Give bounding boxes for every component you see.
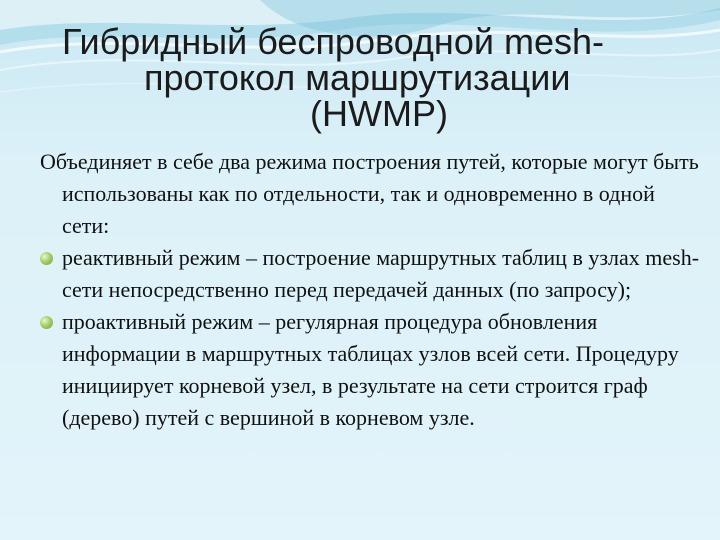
bullet-item-proactive: [40, 306, 700, 434]
bullet-item-reactive: [40, 242, 700, 306]
slide-title: [60, 21, 680, 134]
bullet-icon: [40, 316, 53, 329]
title-line: (HWMP): [310, 93, 448, 134]
slide-body: [40, 146, 700, 434]
bullet-text: реактивный режим – построение маршрутных таблиц в узлах mesh-сети непосредственно перед передачей данных (по запросу);: [62, 245, 700, 302]
intro-paragraph: Объединяет в себе два режима построения путей, которые могут быть использованы как по отдельности, так и одновременно в одной сети:: [40, 149, 699, 238]
bullet-icon: [40, 252, 53, 265]
title-line: протокол маршрутизации: [144, 57, 571, 98]
title-line: Гибридный беспроводной mesh-: [62, 21, 604, 62]
bullet-text: проактивный режим – регулярная процедура обновления информации в маршрутных таблицах узлов всей сети. Процедуру инициирует корневой узел, в результате на сети строится граф (дерево) путей с вершиной в корневом узле.: [62, 309, 679, 430]
